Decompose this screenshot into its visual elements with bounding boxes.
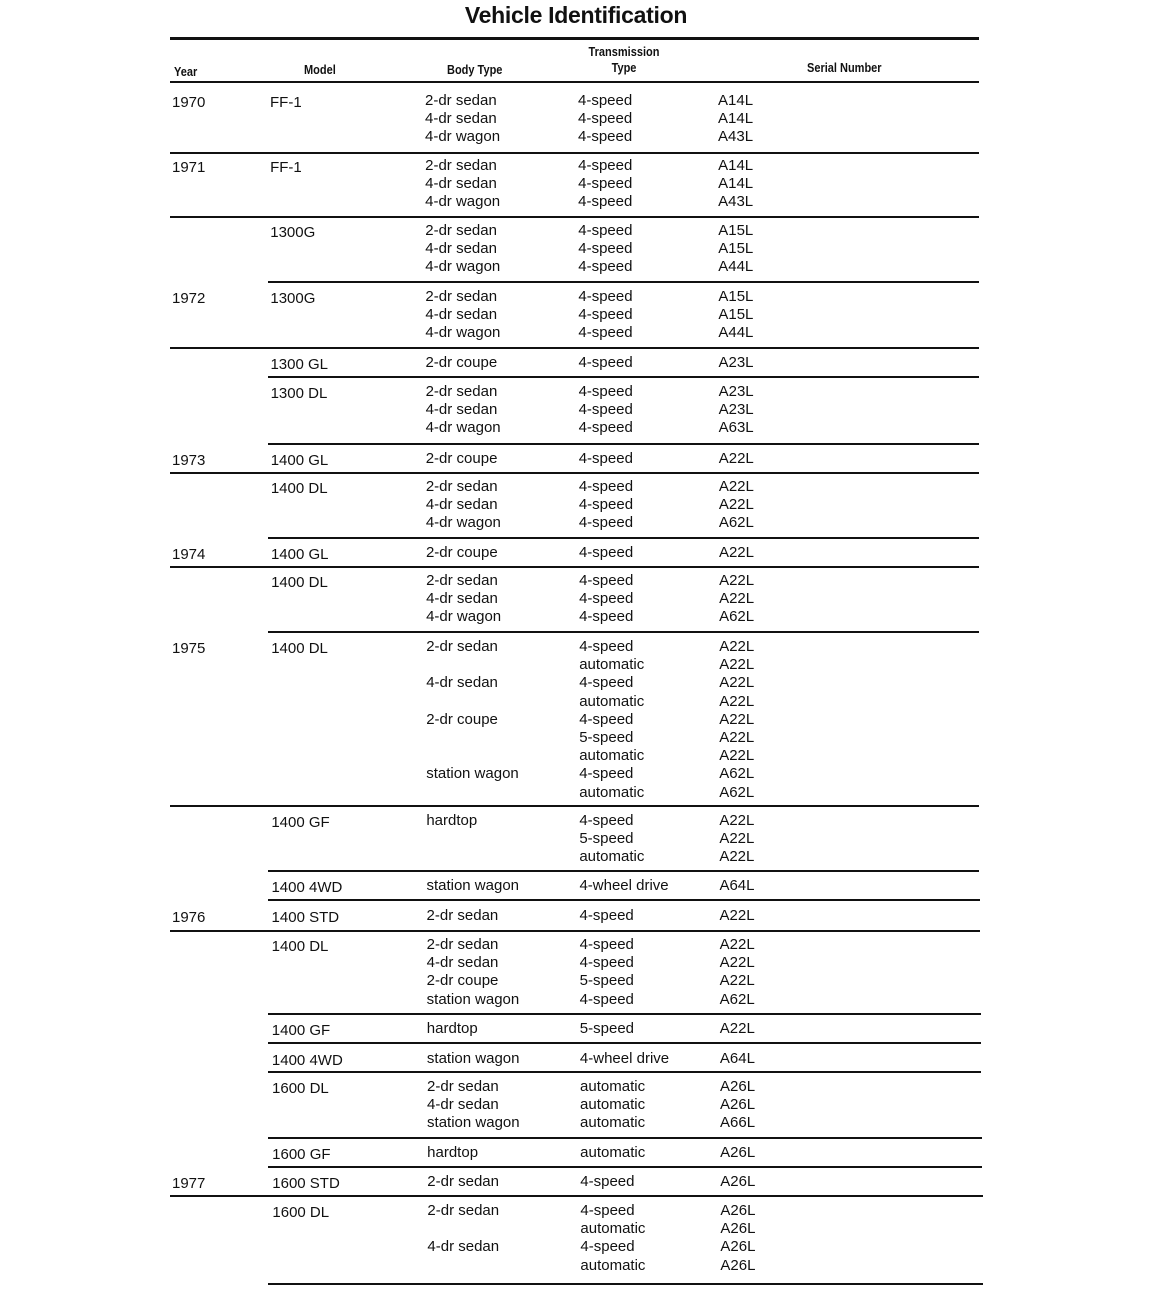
transmission-cell: 4-speed <box>579 674 634 692</box>
header-model: Model <box>304 63 336 77</box>
section-rule <box>268 376 979 378</box>
model-name: FF-1 <box>270 94 302 111</box>
trans-code-cell: A63L <box>718 419 754 437</box>
trans-code-cell: A26L <box>720 1220 756 1238</box>
body-type-cell: station wagon <box>426 765 519 783</box>
trans-code-cell: A22L <box>719 848 755 866</box>
trans-code-cell: A62L <box>719 608 755 626</box>
body-type-cell: 4-dr wagon <box>425 514 501 532</box>
body-type-cell: 2-dr sedan <box>427 1202 500 1219</box>
section-rule <box>170 930 980 932</box>
transmission-cell: 4-speed <box>579 590 634 608</box>
body-type-cell: 2-dr sedan <box>427 1078 499 1095</box>
body-type-cell: hardtop <box>426 812 478 829</box>
body-type-cell: 4-dr sedan <box>426 590 498 608</box>
body-type-cell: 4-dr sedan <box>426 674 498 692</box>
section-rule <box>268 631 979 633</box>
section-rule <box>170 1195 983 1197</box>
model-name: 1400 DL <box>271 938 329 955</box>
year-label: 1973 <box>172 452 206 469</box>
trans-code-cell: A22L <box>718 450 754 467</box>
transmission-cell: 4-speed <box>578 92 633 109</box>
section-rule <box>170 216 979 218</box>
model-name: 1300G <box>270 290 316 307</box>
trans-code-cell: A15L <box>718 240 754 258</box>
model-name: 1600 DL <box>272 1080 329 1097</box>
model-name: 1400 DL <box>271 574 328 591</box>
trans-code-cell: A15L <box>718 222 754 239</box>
body-type-cell: 4-dr wagon <box>425 258 501 276</box>
transmission-cell: automatic <box>580 1144 646 1161</box>
body-type-cell: 2-dr coupe <box>425 450 498 467</box>
trans-code-cell: A26L <box>720 1096 756 1114</box>
body-type-cell: 2-dr sedan <box>426 638 498 655</box>
section-rule <box>268 899 980 901</box>
model-name: 1400 4WD <box>271 879 343 896</box>
transmission-cell: 4-speed <box>578 496 634 514</box>
section-rule <box>268 443 979 445</box>
trans-code-cell: A26L <box>720 1238 756 1256</box>
body-type-cell: 4-dr wagon <box>425 324 501 342</box>
transmission-cell: 4-speed <box>578 175 633 193</box>
trans-code-cell: A14L <box>718 175 754 193</box>
trans-code-cell: A26L <box>720 1144 756 1161</box>
header-transmission-line2: Type <box>611 61 637 75</box>
trans-code-cell: A22L <box>718 496 754 514</box>
transmission-cell: 4-speed <box>578 193 633 211</box>
body-type-cell: hardtop <box>427 1144 479 1161</box>
model-name: 1400 4WD <box>271 1052 343 1069</box>
section-rule <box>268 1283 983 1285</box>
section-rule <box>268 1071 981 1073</box>
year-label: 1975 <box>172 640 206 657</box>
body-type-cell: 2-dr sedan <box>425 222 497 239</box>
section-rule <box>170 472 979 474</box>
body-type-cell: 2-dr sedan <box>426 936 499 953</box>
section-rule <box>170 152 979 154</box>
body-type-cell: 2-dr sedan <box>425 383 498 400</box>
transmission-cell: 5-speed <box>579 972 634 990</box>
section-rule <box>268 1013 981 1015</box>
section-rule <box>268 1042 981 1044</box>
body-type-cell: hardtop <box>426 1020 478 1037</box>
section-rule <box>268 1137 982 1139</box>
transmission-cell: 5-speed <box>579 729 634 746</box>
trans-code-cell: A22L <box>719 692 755 710</box>
transmission-cell: 4-speed <box>578 288 633 305</box>
transmission-cell: 4-wheel drive <box>579 1050 670 1067</box>
transmission-cell: automatic <box>580 1256 646 1274</box>
transmission-cell: 4-speed <box>578 128 633 146</box>
body-type-cell: 2-dr coupe <box>425 354 498 371</box>
model-name: 1600 DL <box>272 1204 330 1221</box>
trans-code-cell: A22L <box>719 954 755 972</box>
section-rule <box>268 1166 982 1168</box>
model-name: 1600 STD <box>272 1175 340 1192</box>
transmission-cell: automatic <box>580 1114 646 1132</box>
header-rule <box>170 81 979 83</box>
transmission-cell: automatic <box>579 747 645 765</box>
model-name: 1300 DL <box>270 385 328 402</box>
model-name: 1400 GF <box>271 1022 331 1039</box>
page-title: Vehicle Identification <box>464 2 688 28</box>
model-name: 1400 DL <box>271 640 328 657</box>
section-rule <box>170 347 979 349</box>
trans-code-cell: A26L <box>720 1202 756 1219</box>
trans-code-cell: A62L <box>718 514 754 532</box>
trans-code-cell: A22L <box>719 710 755 728</box>
year-label: 1972 <box>172 290 206 307</box>
trans-code-cell: A43L <box>718 128 754 146</box>
body-type-cell: 4-dr wagon <box>426 608 502 626</box>
model-name: FF-1 <box>270 159 302 176</box>
body-type-cell: 4-dr wagon <box>425 128 501 146</box>
trans-code-cell: A64L <box>719 877 755 894</box>
body-type-cell: 2-dr coupe <box>425 544 498 561</box>
trans-code-cell: A22L <box>719 590 755 608</box>
header-transmission-line1: Transmission <box>588 45 660 59</box>
transmission-cell: 4-speed <box>578 258 633 276</box>
section-rule <box>170 805 979 807</box>
header-transmission <box>580 44 668 76</box>
body-type-cell: 4-dr sedan <box>427 1096 499 1114</box>
trans-code-cell: A22L <box>719 638 755 655</box>
model-name: 1300 GL <box>270 356 329 373</box>
transmission-cell: 4-speed <box>580 1238 635 1256</box>
header-year: Year <box>174 65 198 79</box>
transmission-cell: 4-speed <box>579 710 634 728</box>
year-label: 1976 <box>172 909 206 926</box>
trans-code-cell: A62L <box>719 990 755 1008</box>
transmission-cell: 5-speed <box>579 1020 635 1037</box>
body-type-cell: 2-dr sedan <box>426 572 498 589</box>
year-label: 1974 <box>172 546 206 563</box>
model-name: 1400 GF <box>271 814 330 831</box>
transmission-cell: automatic <box>579 656 645 674</box>
transmission-cell: 4-speed <box>578 419 633 437</box>
header-serial-number: Serial Number <box>807 61 882 75</box>
trans-code-cell: A66L <box>720 1114 756 1132</box>
trans-code-cell: A14L <box>718 157 754 174</box>
transmission-cell: 4-speed <box>578 222 633 239</box>
trans-code-cell: A22L <box>719 747 755 765</box>
body-type-cell: 2-dr sedan <box>425 157 497 174</box>
top-rule <box>170 37 979 40</box>
transmission-cell: automatic <box>579 783 645 801</box>
trans-code-cell: A22L <box>719 972 755 990</box>
year-label: 1970 <box>172 94 206 111</box>
body-type-cell: station wagon <box>426 990 520 1008</box>
transmission-cell: 4-wheel drive <box>579 877 669 894</box>
body-type-cell: station wagon <box>427 1114 520 1132</box>
year-label: 1977 <box>172 1175 206 1192</box>
body-type-cell: 2-dr sedan <box>427 1173 499 1190</box>
trans-code-cell: A44L <box>718 324 754 342</box>
body-type-cell: station wagon <box>426 1050 520 1067</box>
trans-code-cell: A22L <box>718 544 754 561</box>
transmission-cell: 4-speed <box>579 572 634 589</box>
trans-code-cell: A22L <box>719 830 755 848</box>
transmission-cell: 4-speed <box>580 1202 635 1219</box>
transmission-cell: 4-speed <box>578 354 633 371</box>
trans-code-cell: A22L <box>719 1020 755 1037</box>
trans-code-cell: A22L <box>719 729 755 746</box>
transmission-cell: 4-speed <box>578 324 633 342</box>
model-name: 1300G <box>270 224 316 241</box>
trans-code-cell: A22L <box>719 936 755 953</box>
transmission-cell: 4-speed <box>578 401 633 419</box>
trans-code-cell: A26L <box>720 1173 756 1190</box>
trans-code-cell: A62L <box>719 765 755 783</box>
body-type-cell: 4-dr sedan <box>425 306 498 324</box>
transmission-cell: 4-speed <box>578 383 633 400</box>
trans-code-cell: A22L <box>719 907 755 924</box>
body-type-cell: 2-dr sedan <box>425 92 497 109</box>
section-rule <box>170 566 979 568</box>
transmission-cell: 4-speed <box>579 765 634 783</box>
trans-code-cell: A43L <box>718 193 754 211</box>
body-type-cell: 4-dr wagon <box>425 193 501 211</box>
body-type-cell: 4-dr sedan <box>427 1238 500 1256</box>
body-type-cell: 2-dr coupe <box>426 710 498 728</box>
section-rule <box>268 870 979 872</box>
header-body-type: Body Type <box>447 63 503 77</box>
section-rule <box>268 281 979 283</box>
trans-code-cell: A22L <box>719 812 755 829</box>
transmission-cell: 4-speed <box>579 954 634 972</box>
model-name: 1400 STD <box>271 909 340 926</box>
model-name: 1600 GF <box>272 1146 331 1163</box>
transmission-cell: 4-speed <box>580 1173 635 1190</box>
trans-code-cell: A14L <box>718 92 754 109</box>
transmission-cell: 4-speed <box>579 638 634 655</box>
body-type-cell: 4-dr sedan <box>425 401 498 419</box>
transmission-cell: 4-speed <box>579 608 634 626</box>
trans-code-cell: A14L <box>718 110 754 128</box>
body-type-cell: 2-dr sedan <box>426 907 499 924</box>
model-name: 1400 DL <box>270 480 328 497</box>
transmission-cell: 4-speed <box>579 936 634 953</box>
trans-code-cell: A22L <box>719 572 755 589</box>
transmission-cell: 4-speed <box>578 157 633 174</box>
trans-code-cell: A44L <box>718 258 754 276</box>
body-type-cell: 2-dr sedan <box>425 288 498 305</box>
transmission-cell: automatic <box>580 1096 646 1114</box>
body-type-cell: 2-dr coupe <box>426 972 499 990</box>
transmission-cell: automatic <box>579 692 645 710</box>
transmission-cell: 4-speed <box>578 514 634 532</box>
trans-code-cell: A23L <box>718 354 754 371</box>
trans-code-cell: A15L <box>718 288 754 305</box>
body-type-cell: 4-dr wagon <box>425 419 501 437</box>
trans-code-cell: A23L <box>718 383 754 400</box>
transmission-cell: 5-speed <box>579 830 634 848</box>
trans-code-cell: A23L <box>718 401 754 419</box>
transmission-cell: automatic <box>580 1078 646 1095</box>
trans-code-cell: A15L <box>718 306 754 324</box>
body-type-cell: 4-dr sedan <box>426 954 499 972</box>
transmission-cell: 4-speed <box>578 544 634 561</box>
trans-code-cell: A22L <box>719 656 755 674</box>
trans-code-cell: A26L <box>720 1078 756 1095</box>
year-label: 1971 <box>172 159 206 176</box>
body-type-cell: station wagon <box>426 877 520 894</box>
trans-code-cell: A64L <box>719 1050 755 1067</box>
trans-code-cell: A26L <box>720 1256 756 1274</box>
body-type-cell: 4-dr sedan <box>425 110 497 128</box>
trans-code-cell: A62L <box>719 783 755 801</box>
transmission-cell: 4-speed <box>578 450 633 467</box>
transmission-cell: 4-speed <box>578 240 633 258</box>
body-type-cell: 4-dr sedan <box>425 496 498 514</box>
transmission-cell: 4-speed <box>578 478 634 495</box>
transmission-cell: 4-speed <box>579 812 634 829</box>
trans-code-cell: A22L <box>718 478 754 495</box>
transmission-cell: automatic <box>579 848 645 866</box>
transmission-cell: 4-speed <box>579 907 634 924</box>
trans-code-cell: A22L <box>719 674 755 692</box>
transmission-cell: 4-speed <box>578 306 633 324</box>
body-type-cell: 4-dr sedan <box>425 240 497 258</box>
model-name: 1400 GL <box>270 546 329 563</box>
transmission-cell: 4-speed <box>579 990 634 1008</box>
section-rule <box>268 537 979 539</box>
model-name: 1400 GL <box>270 452 329 469</box>
transmission-cell: 4-speed <box>578 110 633 128</box>
body-type-cell: 2-dr sedan <box>425 478 498 495</box>
transmission-cell: automatic <box>580 1220 646 1238</box>
body-type-cell: 4-dr sedan <box>425 175 497 193</box>
